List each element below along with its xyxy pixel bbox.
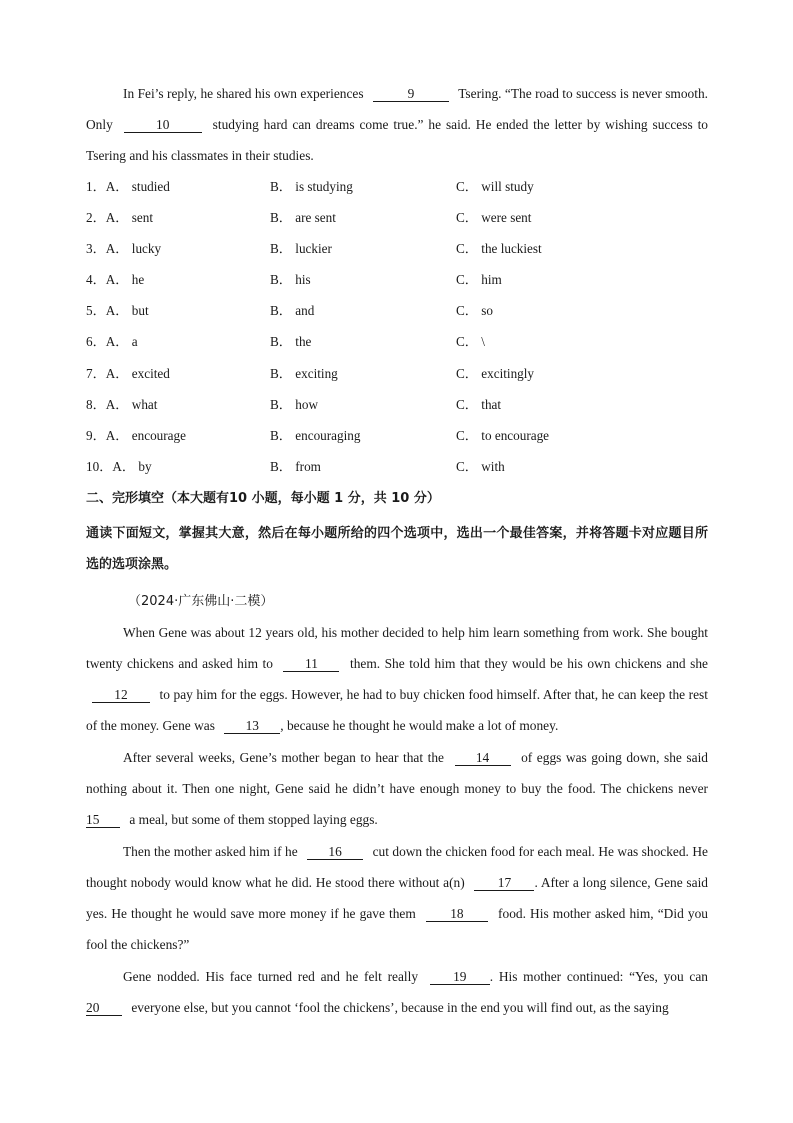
option-row (86, 171, 708, 202)
passage-text: cut down the chicken food for each meal. He was shocked. He thought nobody would know what he did. He stood there without a(n) (86, 844, 708, 890)
section-instruction: 通读下面短文，掌握其大意，然后在每小题所给的四个选项中，选出一个最佳答案，并将答题卡对应题目所选的选项涂黑。 (86, 526, 708, 572)
option-c[interactable]: C． the luckiest (456, 241, 542, 256)
option-b[interactable]: B． encouraging (270, 428, 361, 443)
option-b[interactable]: B． from (270, 459, 321, 474)
option-row (86, 264, 708, 295)
option-a[interactable]: 7．A． excited (86, 366, 170, 381)
option-b[interactable]: B． luckier (270, 241, 332, 256)
passage-text: of eggs was going down, she said nothing about it. Then one night, Gene said he didn’t have enough money to buy the food. The chickens never (86, 750, 708, 796)
blank-16[interactable]: 16 (307, 845, 363, 860)
passage-text: . After a long silence, Gene said yes. He thought he would save more money if he gave them (86, 875, 708, 921)
blank-13[interactable]: 13 (224, 719, 280, 734)
option-b[interactable]: B． and (270, 303, 315, 318)
option-a[interactable]: 1．A． studied (86, 179, 170, 194)
blank-12[interactable]: 12 (92, 688, 150, 703)
passage-text: , because he thought he would make a lot of money. (280, 718, 559, 733)
passage1-text: In Fei’s reply, he shared his own experiences (123, 86, 364, 101)
option-c[interactable]: C． will study (456, 179, 534, 194)
option-row (86, 358, 708, 389)
option-a[interactable]: 2．A． sent (86, 210, 154, 225)
option-b[interactable]: B． the (270, 334, 312, 349)
blank-17[interactable]: 17 (474, 876, 534, 891)
blank-15[interactable]: 15 (86, 813, 120, 828)
passage-text: . His mother continued: “Yes, you can (489, 969, 708, 984)
blank-20[interactable]: 20 (86, 1001, 122, 1016)
passage-text: Then the mother asked him if he (123, 844, 298, 859)
option-c[interactable]: C． to encourage (456, 428, 550, 443)
option-row (86, 420, 708, 451)
passage2-paragraph-1 (86, 617, 708, 741)
option-b[interactable]: B． how (270, 397, 318, 412)
blank-18[interactable]: 18 (426, 907, 488, 922)
blank-9[interactable]: 9 (373, 87, 449, 102)
blank-10[interactable]: 10 (124, 118, 202, 133)
option-a[interactable]: 10．A． by (86, 459, 152, 474)
option-a[interactable]: 9．A． encourage (86, 428, 186, 443)
passage-text: When Gene was about 12 years old, his mother decided to help him learn something from work. She bought twenty chickens and asked him to (86, 625, 708, 671)
option-a[interactable]: 8．A． what (86, 397, 158, 412)
blank-11[interactable]: 11 (283, 657, 339, 672)
passage1-paragraph (86, 78, 708, 171)
option-b[interactable]: B． his (270, 272, 311, 287)
option-row (86, 451, 708, 482)
option-c[interactable]: C． \ (456, 334, 485, 349)
option-c[interactable]: C． so (456, 303, 494, 318)
passage-text: Gene nodded. His face turned red and he felt really (123, 969, 419, 984)
section-title: 二、完形填空（本大题有10 小题，每小题 1 分，共 10 分） (86, 491, 440, 506)
option-a[interactable]: 4．A． he (86, 272, 145, 287)
option-b[interactable]: B． is studying (270, 179, 353, 194)
option-a[interactable]: 3．A． lucky (86, 241, 162, 256)
passage-text: After several weeks, Gene’s mother began to hear that the (123, 750, 444, 765)
option-a[interactable]: 6．A． a (86, 334, 138, 349)
passage-text: a meal, but some of them stopped laying eggs. (129, 812, 378, 827)
passage1-text: Tsering. “The road to success is never smooth. Only (86, 86, 709, 132)
passage-text: food. His mother asked him, “Did you fool the chickens?” (86, 906, 708, 952)
option-c[interactable]: C． were sent (456, 210, 532, 225)
blank-14[interactable]: 14 (455, 751, 511, 766)
passage2-paragraph-2 (86, 742, 708, 835)
option-row (86, 389, 708, 420)
option-c[interactable]: C． that (456, 397, 502, 412)
passage2-paragraph-3 (86, 836, 708, 960)
question-source: （2024·广东佛山·二模） (128, 594, 274, 609)
blank-19[interactable]: 19 (430, 970, 490, 985)
passage-text: them. She told him that they would be his own chickens and she (349, 656, 708, 671)
option-row (86, 326, 708, 357)
option-c[interactable]: C． with (456, 459, 505, 474)
option-b[interactable]: B． exciting (270, 366, 338, 381)
passage-text: to pay him for the eggs. However, he had to buy chicken food himself. After that, he can keep the rest of the money. Gene was (86, 687, 708, 733)
option-row (86, 233, 708, 264)
option-c[interactable]: C． him (456, 272, 502, 287)
option-row (86, 202, 708, 233)
option-row (86, 295, 708, 326)
option-c[interactable]: C． excitingly (456, 366, 535, 381)
passage2-paragraph-4 (86, 961, 708, 1023)
option-a[interactable]: 5．A． but (86, 303, 149, 318)
passage-text: everyone else, but you cannot ‘fool the chickens’, because in the end you will find out, as the saying (131, 1000, 669, 1015)
option-b[interactable]: B． are sent (270, 210, 336, 225)
passage1-text: studying hard can dreams come true.” he said. He ended the letter by wishing success to Tsering and his classmates in their studies. (86, 117, 708, 163)
